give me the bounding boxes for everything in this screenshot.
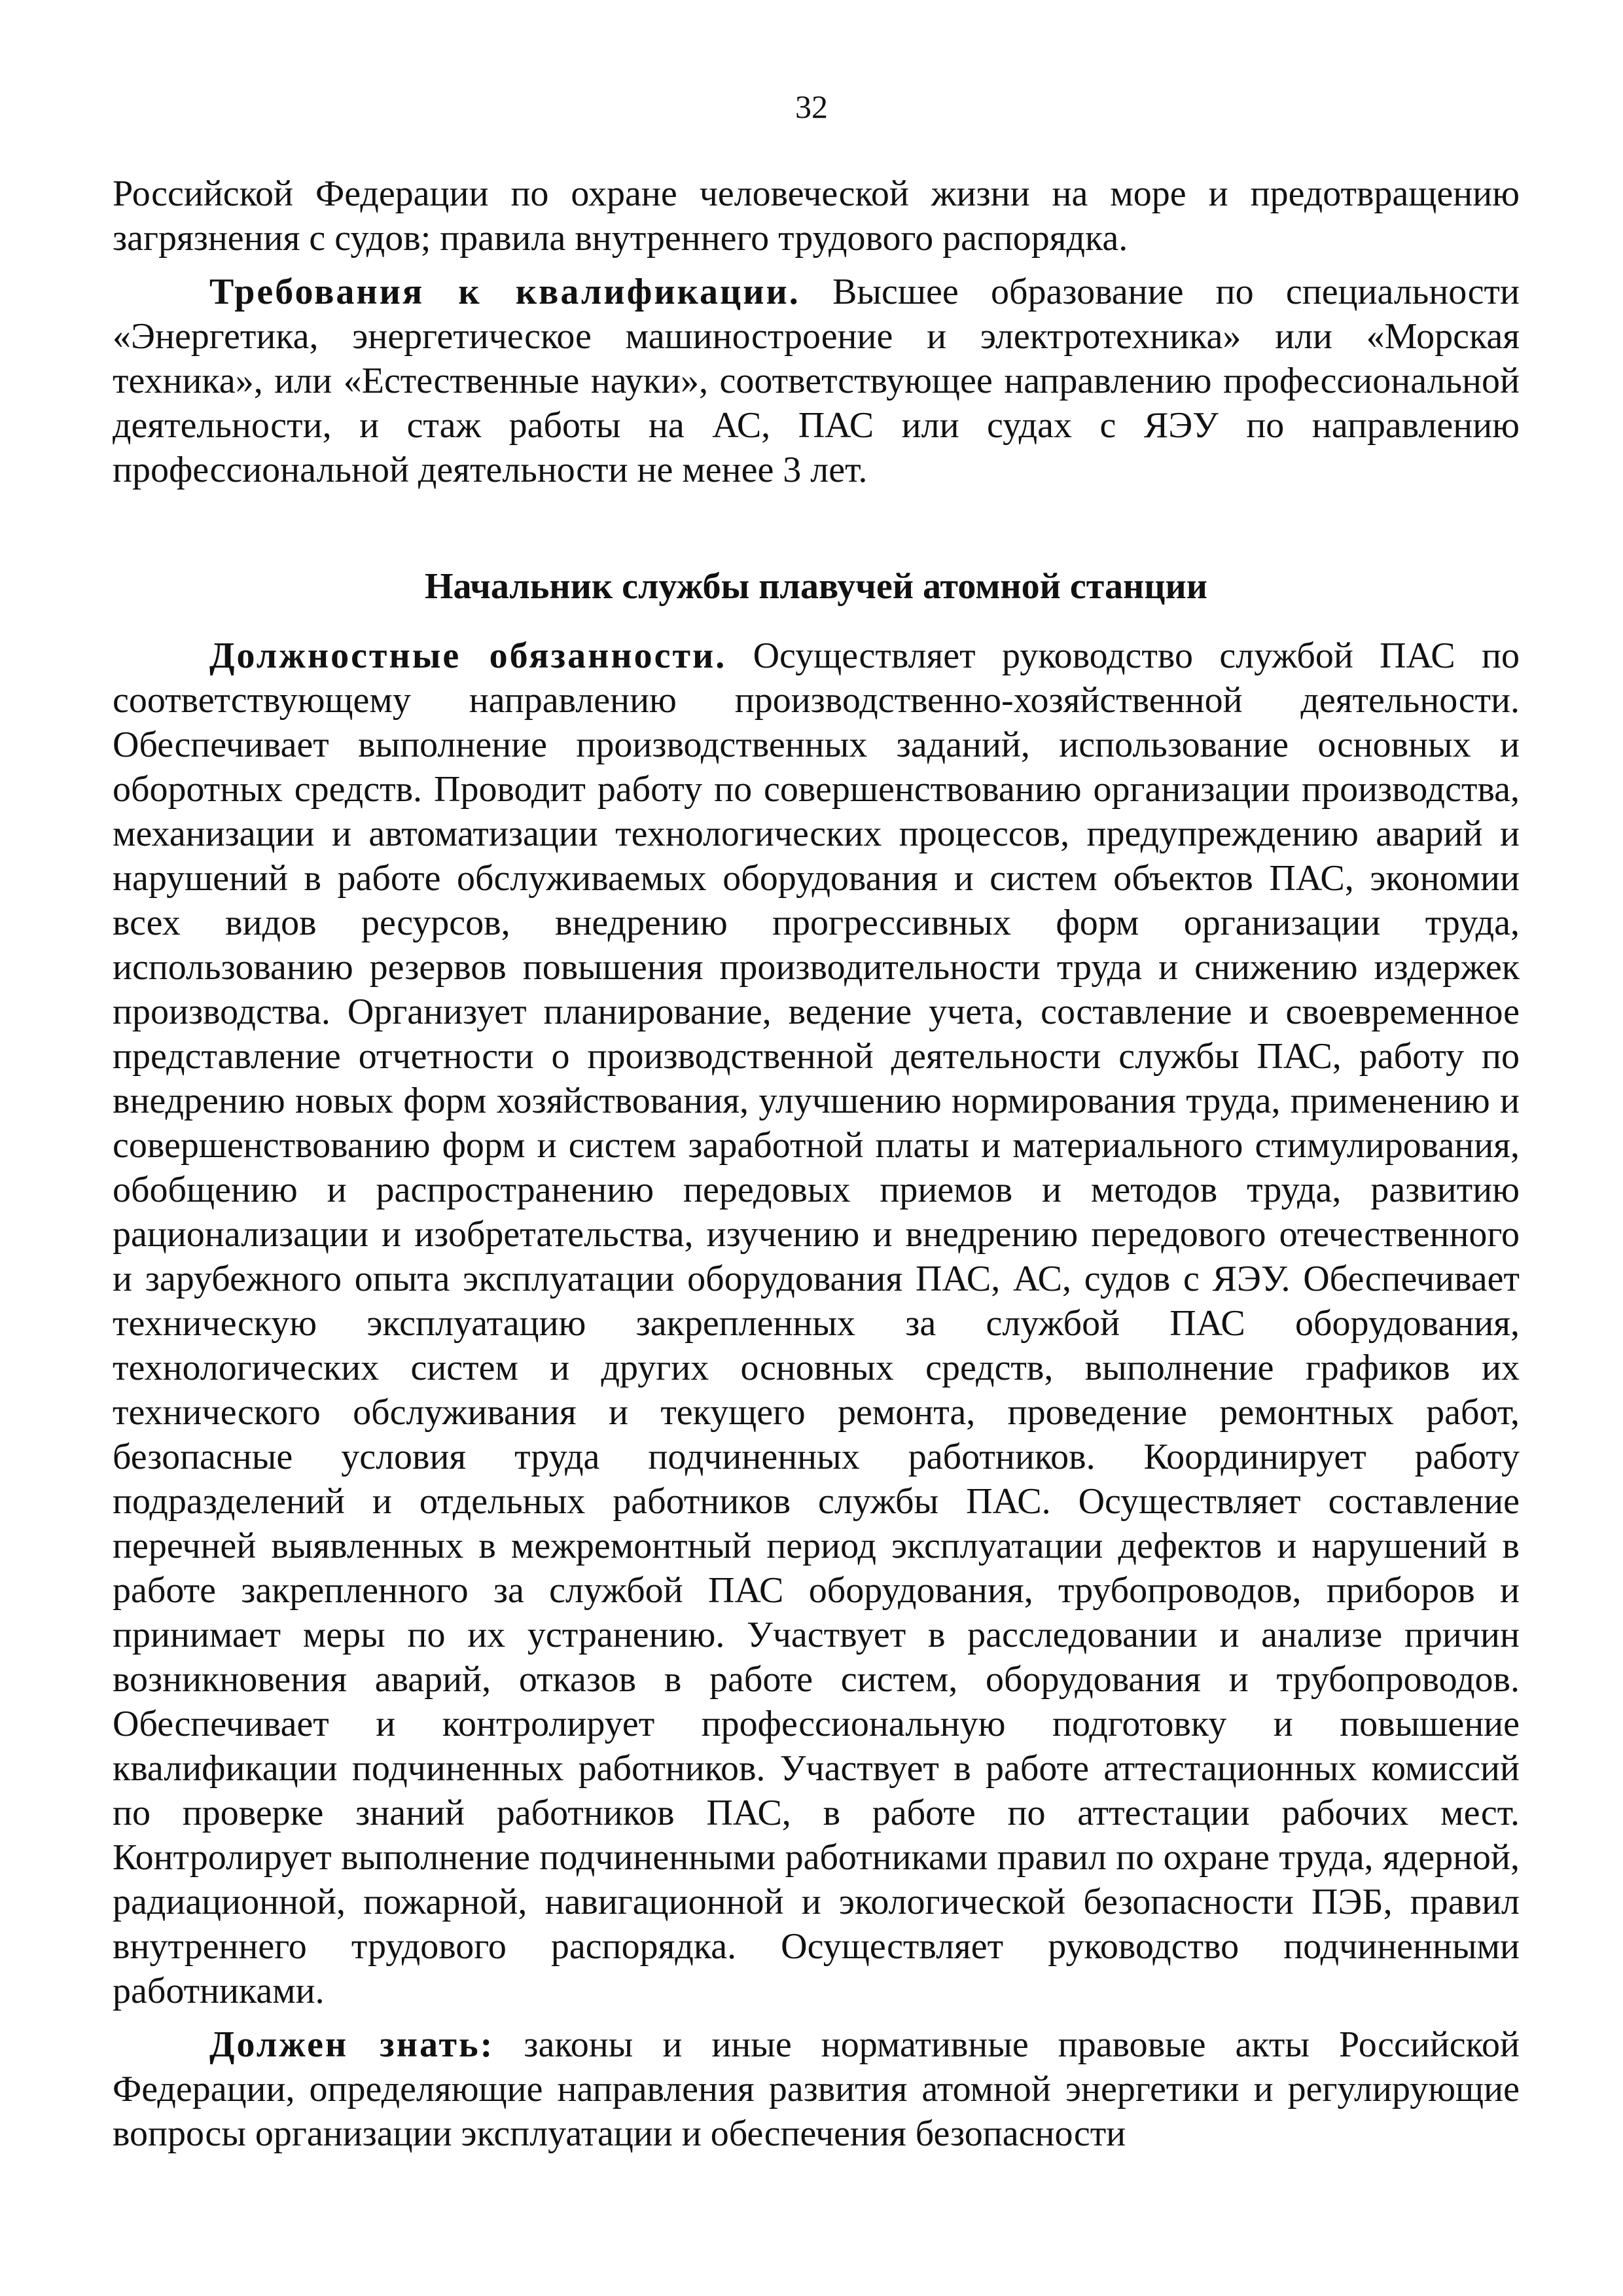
- duties-text: Осуществляет руководство службой ПАС по соответствующему направлению производственно-хозяйственной деятельности. Обеспечивает выполнение производственных заданий, использование основных и оборотных средств. Проводит работу по совершенствованию организации производства, механизации и автоматизации технологических процессов, предупреждению аварий и нарушений в работе обслуживаемых оборудования и систем объектов ПАС, экономии всех видов ресурсов, внедрению прогрессивных форм организации труда, использованию резервов повышения производительности труда и снижению издержек производства. Организует планирование, ведение учета, составление и своевременное представление отчетности о производственной деятельности службы ПАС, работу по внедрению новых форм хозяйствования, улучшению нормирования труда, применению и совершенствованию форм и систем заработной платы и материального стимулирования, обобщению и распространению передовых приемов и методов труда, развитию рационализации и изобретательства, изучению и внедрению передового отечественного и зарубежного опыта эксплуатации оборудования ПАС, АС, судов с ЯЭУ. Обеспечивает техническую эксплуатацию закрепленных за службой ПАС оборудования, технологических систем и других основных средств, выполнение графиков их технического обслуживания и текущего ремонта, проведение ремонтных работ, безопасные условия труда подчиненных работников. Координирует работу подразделений и отдельных работников службы ПАС. Осуществляет составление перечней выявленных в межремонтный период эксплуатации дефектов и нарушений в работе закрепленного за службой ПАС оборудования, трубопроводов, приборов и принимает меры по их устранению. Участвует в расследовании и анализе причин возникновения аварий, отказов в работе систем, оборудования и трубопроводов. Обеспечивает и контролирует профессиональную подготовку и повышение квалификации подчиненных работников. Участвует в работе аттестационных комиссий по проверке знаний работников ПАС, в работе по аттестации рабочих мест. Контролирует выполнение подчиненными работниками правил по охране труда, ядерной, радиационной, пожарной, навигационной и экологической безопасности ПЭБ, правил внутреннего трудового распорядка. Осуществляет руководство подчиненными работниками.: [113, 636, 1520, 2011]
- qualification-paragraph: [113, 270, 1520, 492]
- knowledge-text: законы и иные нормативные правовые акты Российской Федерации, определяющие направления развития атомной энергетики и регулирующие вопросы организации эксплуатации и обеспечения безопасности: [113, 2024, 1520, 2154]
- qualification-lead: Требования к квалификации.: [209, 272, 800, 312]
- knowledge-paragraph: [113, 2022, 1520, 2156]
- page-number: 32: [795, 88, 828, 125]
- qualification-text: Высшее образование по специальности «Энергетика, энергетическое машиностроение и электротехника» или «Морская техника», или «Естественные науки», соответствующее направлению профессиональной деятельности, и стаж работы на АС, ПАС или судах с ЯЭУ по направлению профессиональной деятельности не менее 3 лет.: [113, 272, 1520, 490]
- section-heading: Начальник службы плавучей атомной станции: [424, 566, 1208, 607]
- continuation-paragraph: [113, 171, 1520, 260]
- duties-lead: Должностные обязанности.: [209, 636, 727, 676]
- duties-paragraph: [113, 634, 1520, 2013]
- knowledge-lead: Должен знать:: [209, 2024, 495, 2065]
- document-body: [113, 171, 1520, 2156]
- continuation-text: Российской Федерации по охране человеческой жизни на море и предотвращению загрязнения с судов; правила внутреннего трудового распорядка.: [113, 173, 1520, 259]
